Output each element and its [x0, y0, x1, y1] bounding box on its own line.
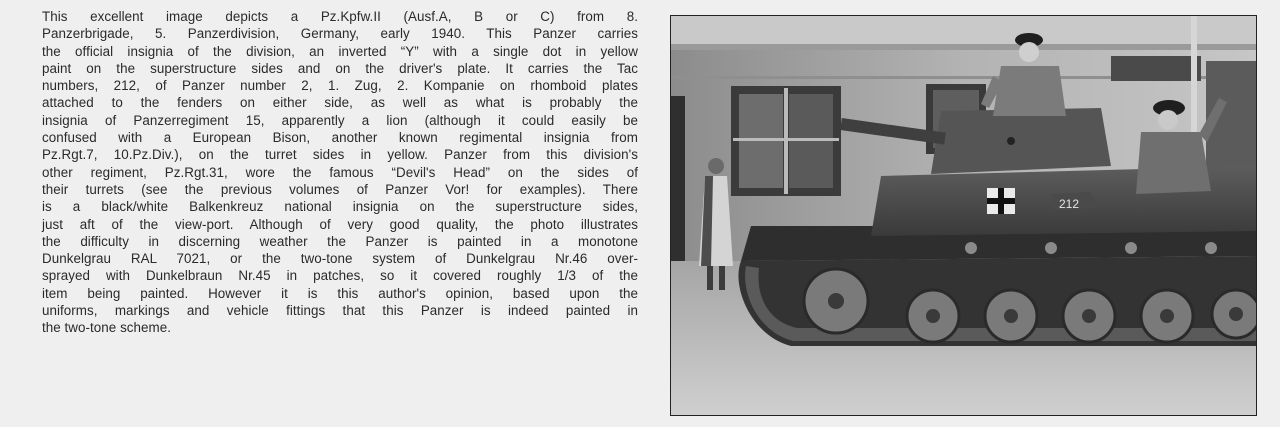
caption-line: confused with a European Bison, another known regimental insignia from: [42, 130, 638, 146]
tank-photo: [670, 15, 1257, 416]
caption-line: item being painted. However it is this author's opinion, based upon the: [42, 285, 638, 301]
caption-line: paint on the superstructure sides and on the driver's plate. It carries the Tac: [42, 60, 638, 76]
caption-line: Panzerbrigade, 5. Panzerdivision, Germany, early 1940. This Panzer carries: [42, 26, 638, 42]
caption-line: their turrets (see the previous volumes of Panzer Vor! for examples). There: [42, 181, 638, 197]
balkenkreuz-insignia: [987, 188, 1015, 214]
caption-line: the official insignia of the division, an inverted “Y” with a single dot in yellow: [42, 43, 638, 59]
caption-line: uniforms, markings and vehicle fittings that this Panzer is indeed painted in: [42, 303, 638, 319]
window: [731, 86, 841, 196]
caption-line: the difficulty in discerning weather the Panzer is painted in a monotone: [42, 233, 638, 249]
caption-line: other regiment, Pz.Rgt.31, wore the famous “Devil's Head” on the sides of: [42, 164, 638, 180]
caption-line: numbers, 212, of Panzer number 2, 1. Zug, 2. Kompanie on rhomboid plates: [42, 78, 638, 94]
caption-line: insignia of Panzerregiment 15, apparently a lion (although it could easily be: [42, 112, 638, 128]
caption-line: is a black/white Balkenkreuz national insignia on the superstructure sides,: [42, 199, 638, 215]
tac-number-text: 212: [1059, 197, 1080, 211]
caption-line: the two-tone scheme.: [42, 320, 172, 336]
caption-line: sprayed with Dunkelbraun Nr.45 in patches, so it covered roughly 1/3 of the: [42, 268, 638, 284]
caption-line: attached to the fenders on either side, as well as what is probably the: [42, 95, 638, 111]
caption-line: just aft of the view-port. Although of very good quality, the photo illustrates: [42, 216, 638, 232]
caption-line: Pz.Rgt.7, 10.Pz.Div.), on the turret sides in yellow. Panzer from this division's: [42, 147, 638, 163]
caption-text: [42, 8, 638, 337]
caption-line: This excellent image depicts a Pz.Kpfw.II (Ausf.A, B or C) from 8.: [42, 9, 638, 24]
tank-photo-illustration: [671, 16, 1256, 415]
caption-line: Dunkelgrau RAL 7021, or the two-tone system of Dunkelgrau Nr.46 over-: [42, 251, 638, 267]
tac-number-plate: [1051, 192, 1097, 211]
